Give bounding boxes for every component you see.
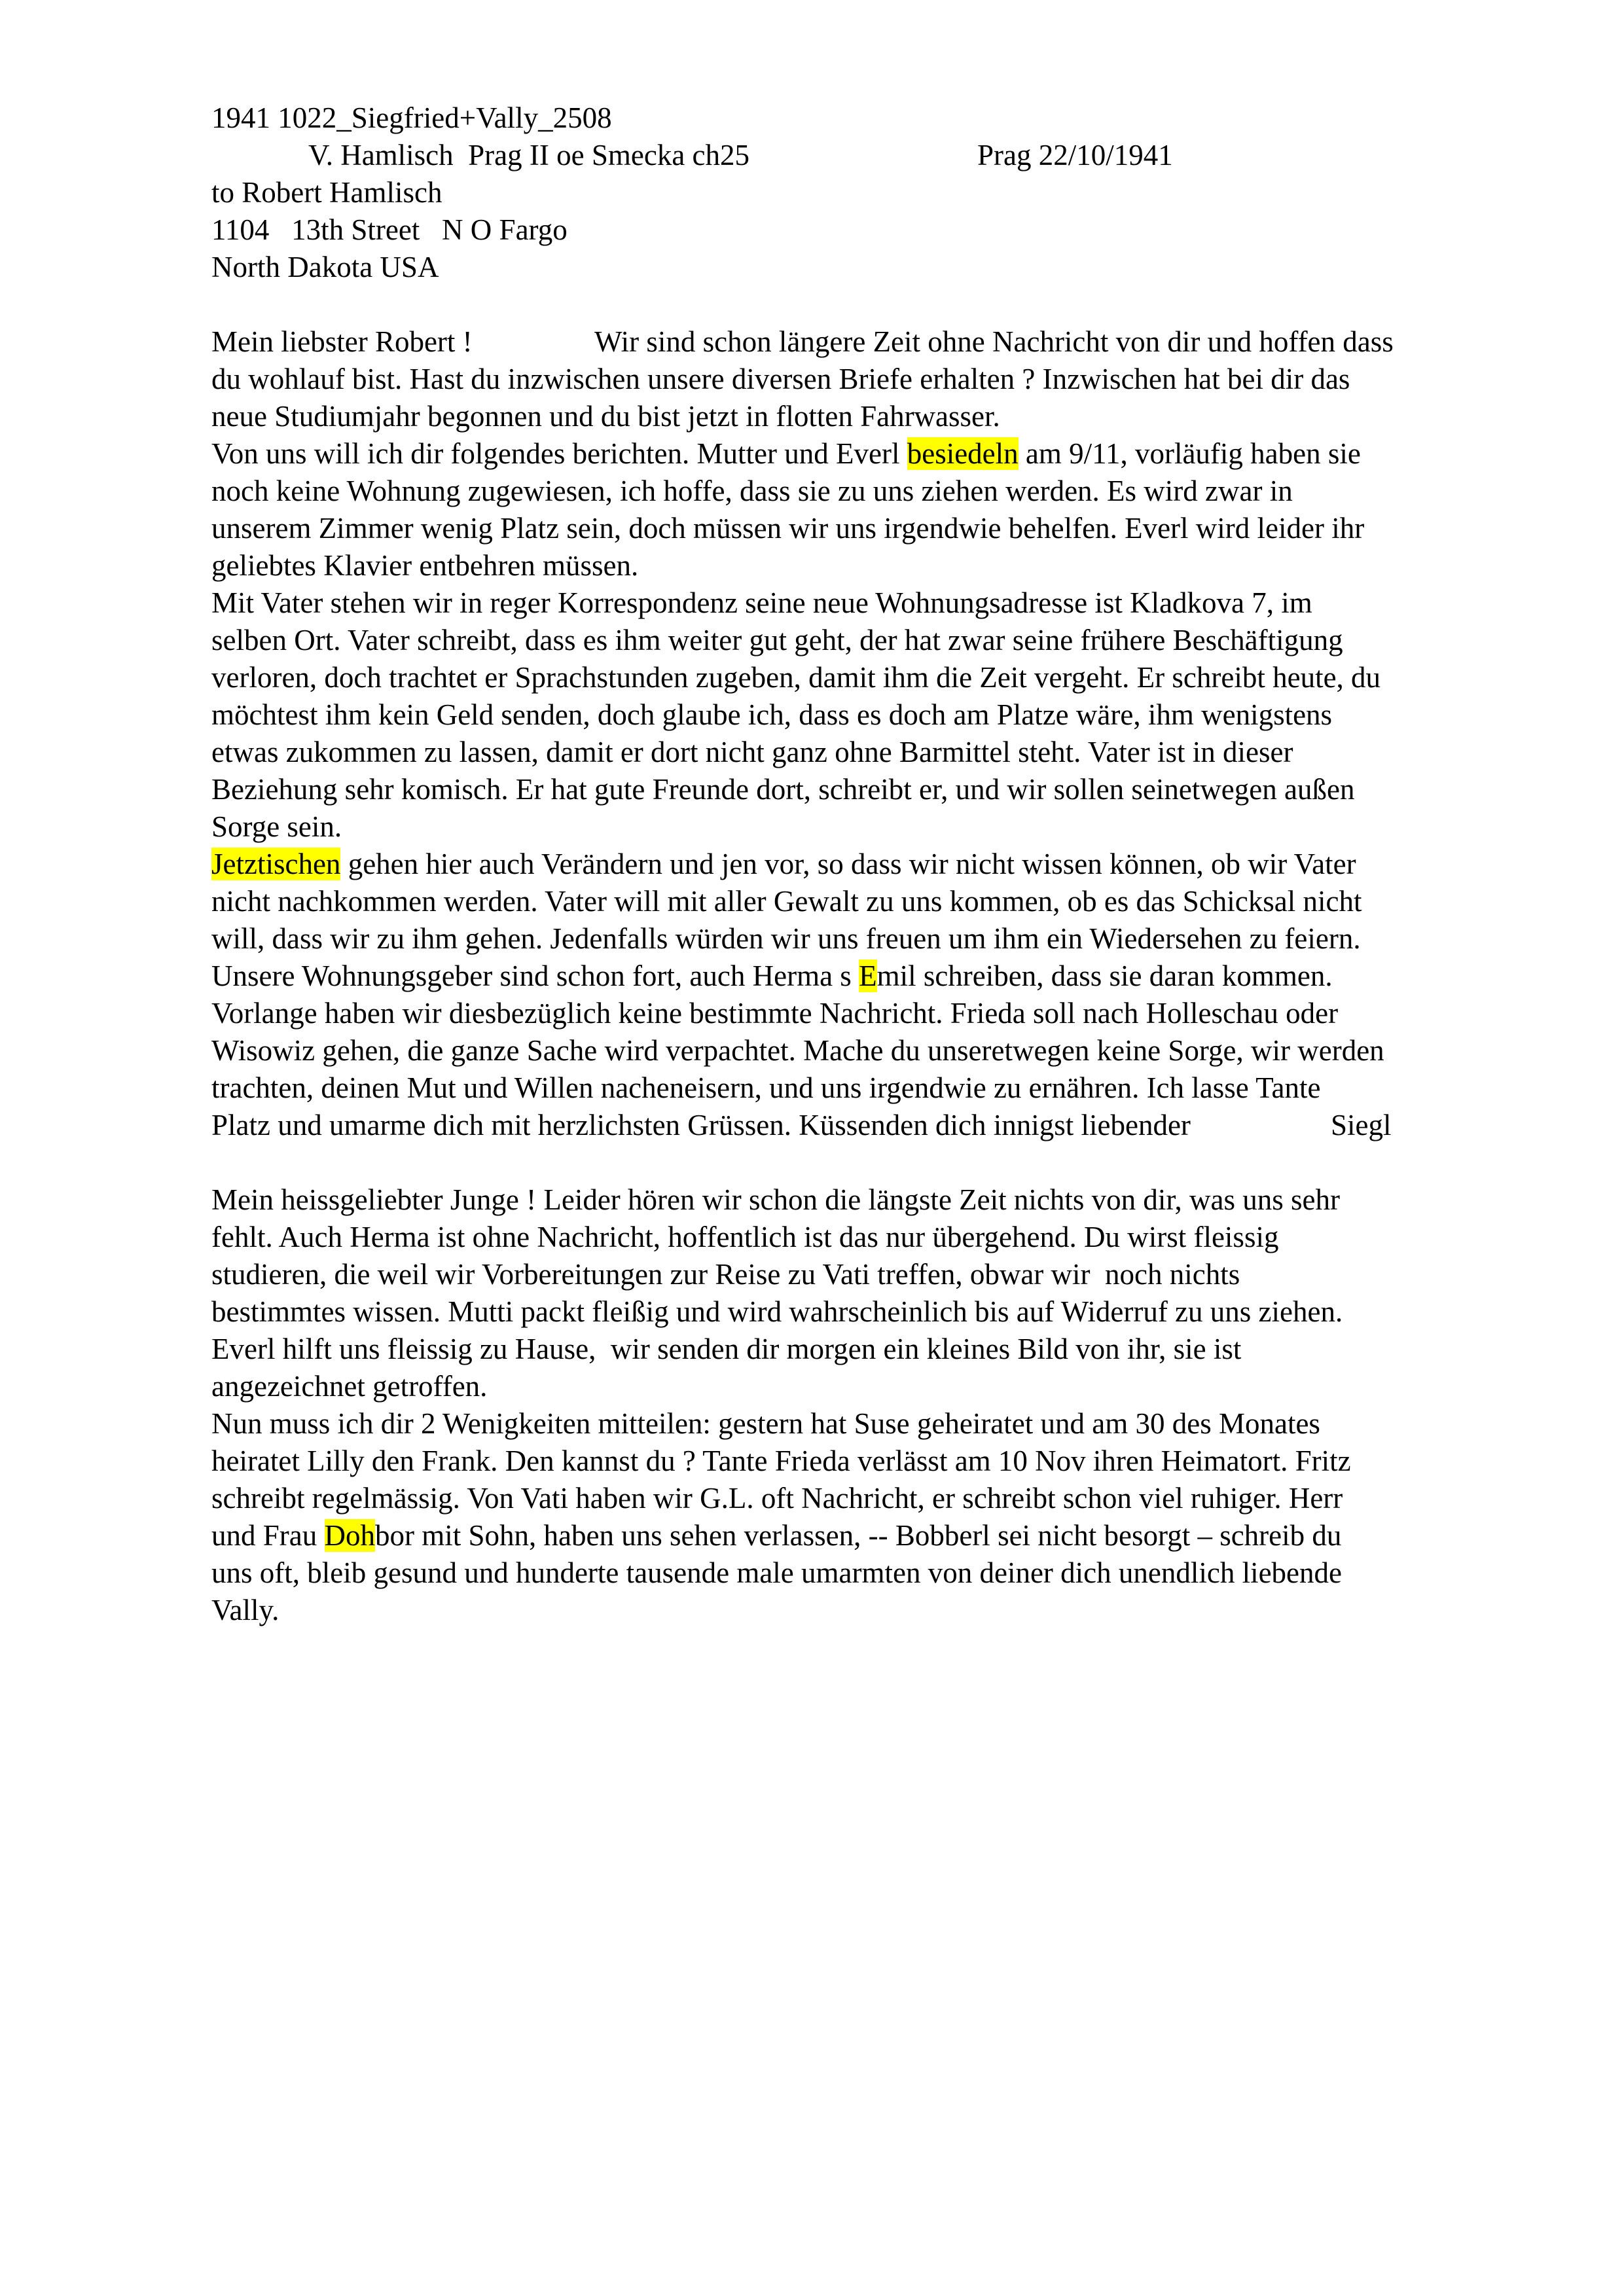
document-file-id: 1941 1022_Siegfried+Vally_2508 [211, 101, 612, 134]
vally-line-02: fehlt. Auch Herma ist ohne Nachricht, hoffentlich ist das nur übergehend. Du wirst fleissig [211, 1221, 1279, 1253]
siegl-line-11: möchtest ihm kein Geld senden, doch glaube ich, dass es doch am Platze wäre, ihm wenigstens [211, 698, 1333, 731]
vally-line-03: studieren, die weil wir Vorbereitungen zur Reise zu Vati treffen, obwar wir noch nichts [211, 1258, 1240, 1291]
siegl-line-18-b: mil schreiben, dass sie daran kommen. [876, 960, 1333, 992]
vally-line-04: bestimmtes wissen. Mutti packt fleißig und wird wahrscheinlich bis auf Widerruf zu uns ziehen. [211, 1295, 1343, 1328]
siegl-line-07: geliebtes Klavier entbehren müssen. [211, 549, 639, 582]
vally-signature: Vally. [211, 1594, 280, 1626]
siegl-line-12: etwas zukommen zu lassen, damit er dort nicht ganz ohne Barmittel steht. Vater ist in dieser [211, 736, 1293, 768]
siegl-line-04 [211, 435, 1521, 473]
siegl-line-10: verloren, doch trachtet er Sprachstunden zugeben, damit ihm die Zeit vergeht. Er schreibt heute, du [211, 661, 1381, 694]
siegl-line-06: unserem Zimmer wenig Platz sein, doch müssen wir uns irgendwie behelfen. Everl wird leider ihr [211, 512, 1365, 545]
siegl-line-04-a: Von uns will ich dir folgendes berichten. Mutter und Everl [211, 437, 907, 470]
highlighted-letter-e: E [859, 960, 877, 992]
vally-line-01: Mein heissgeliebter Junge ! Leider hören wir schon die längste Zeit nichts von dir, was uns sehr [211, 1183, 1341, 1216]
siegl-line-18-a: Unsere Wohnungsgeber sind schon fort, auch Herma s [211, 960, 859, 992]
siegl-line-16: nicht nachkommen werden. Vater will mit aller Gewalt zu uns kommen, ob es das Schicksal nicht [211, 885, 1362, 918]
siegl-line-22: Platz und umarme dich mit herzlichsten Grüssen. Küssenden dich innigst liebender [211, 1109, 1191, 1141]
siegl-line-05: noch keine Wohnung zugewiesen, ich hoffe, dass sie zu uns ziehen werden. Es wird zwar in [211, 475, 1293, 507]
siegl-line-03: neue Studiumjahr begonnen und du bist jetzt in flotten Fahrwasser. [211, 400, 1000, 433]
siegl-line-15 [211, 846, 1521, 883]
siegl-line-21: trachten, deinen Mut und Willen nacheneisern, und uns irgendwie zu ernähren. Ich lasse Tante [211, 1071, 1321, 1104]
highlighted-word-jetztischen: Jetztischen [211, 848, 341, 880]
siegl-line-15-b: gehen hier auch Verändern und jen vor, so dass wir nicht wissen können, ob wir Vater [340, 848, 1356, 880]
siegl-line-14: Sorge sein. [211, 810, 342, 843]
siegl-line-04-b: am 9/11, vorläufig haben sie [1018, 437, 1361, 470]
highlighted-syllable-doh: Doh [324, 1519, 375, 1552]
siegl-signature: Siegl [1331, 1109, 1392, 1141]
siegl-salutation: Mein liebster Robert ! [211, 325, 473, 358]
vally-line-11: uns oft, bleib gesund und hunderte tausende male umarmten von deiner dich unendlich liebende [211, 1556, 1343, 1589]
siegl-line-18 [211, 958, 1521, 995]
vally-line-10-a: und Frau [211, 1519, 325, 1552]
siegl-line-08: Mit Vater stehen wir in reger Korrespondenz seine neue Wohnungsadresse ist Kladkova 7, im [211, 586, 1312, 619]
siegl-line-13: Beziehung sehr komisch. Er hat gute Freunde dort, schreibt er, und wir sollen seinetwegen außen [211, 773, 1355, 806]
recipient-street: 1104 13th Street N O Fargo [211, 213, 568, 246]
vally-line-07: Nun muss ich dir 2 Wenigkeiten mitteilen: gestern hat Suse geheiratet und am 30 des Monates [211, 1407, 1320, 1440]
siegl-line-02: du wohlauf bist. Hast du inzwischen unsere diversen Briefe erhalten ? Inzwischen hat bei dir das [211, 363, 1350, 395]
siegl-line-19: Vorlange haben wir diesbezüglich keine bestimmte Nachricht. Frieda soll nach Holleschau oder [211, 997, 1339, 1030]
vally-line-09: schreibt regelmässig. Von Vati haben wir G.L. oft Nachricht, er schreibt schon viel ruhiger. Herr [211, 1482, 1343, 1515]
sender-address: V. Hamlisch Prag II oe Smecka ch25 [308, 139, 750, 171]
vally-line-08: heiratet Lilly den Frank. Den kannst du ? Tante Frieda verlässt am 10 Nov ihren Heimatort. Fritz [211, 1444, 1351, 1477]
siegl-line-20: Wisowiz gehen, die ganze Sache wird verpachtet. Mache du unseretwegen keine Sorge, wir werden [211, 1034, 1384, 1067]
place-date: Prag 22/10/1941 [977, 139, 1173, 171]
siegl-line-09: selben Ort. Vater schreibt, dass es ihm weiter gut geht, der hat zwar seine frühere Beschäftigung [211, 624, 1343, 656]
vally-line-06: angezeichnet getroffen. [211, 1370, 488, 1403]
siegl-line-17: will, dass wir zu ihm gehen. Jedenfalls würden wir uns freuen um ihm ein Wiedersehen zu feiern. [211, 922, 1361, 955]
vally-line-10-b: bor mit Sohn, haben uns sehen verlassen, -- Bobberl sei nicht besorgt – schreib du [375, 1519, 1342, 1552]
recipient-name: to Robert Hamlisch [211, 176, 442, 209]
vally-line-05: Everl hilft uns fleissig zu Hause, wir senden dir morgen ein kleines Bild von ihr, sie ist [211, 1333, 1242, 1365]
siegl-opening-text: Wir sind schon längere Zeit ohne Nachricht von dir und hoffen dass [594, 325, 1394, 358]
recipient-country: North Dakota USA [211, 251, 439, 283]
highlighted-word-besiedeln: besiedeln [907, 437, 1019, 470]
vally-line-10 [211, 1517, 1521, 1554]
